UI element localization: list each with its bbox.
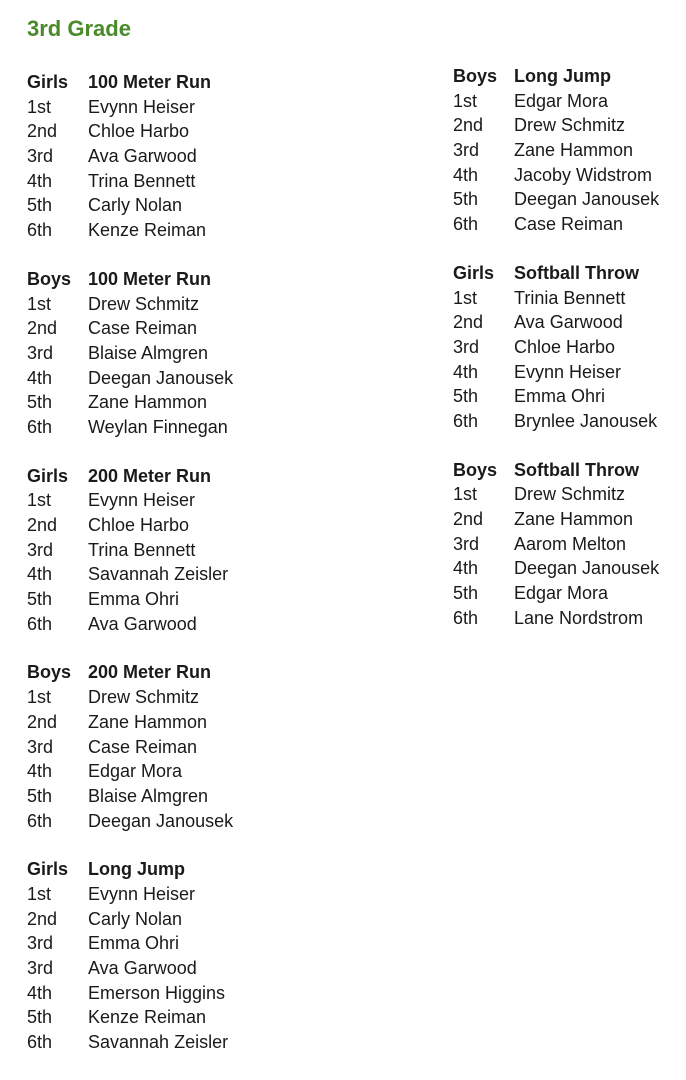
result-name: Ava Garwood [514, 312, 623, 333]
event-heading [453, 261, 659, 286]
event-group: Boys [27, 662, 72, 683]
result-name: Edgar Mora [88, 761, 183, 782]
event-block-girls-softball-throw [453, 261, 659, 434]
event-heading [27, 70, 233, 95]
result-row [453, 532, 659, 557]
result-row [27, 513, 233, 538]
result-place: 5th [27, 1007, 53, 1028]
result-name: Lane Nordstrom [514, 607, 644, 628]
page-title: 3rd Grade [27, 16, 131, 41]
result-name: Trina Bennett [88, 170, 196, 191]
event-block-boys-200-meter-run [27, 660, 233, 833]
result-place: 6th [453, 214, 479, 235]
event-name: 200 Meter Run [88, 465, 212, 486]
result-row [27, 882, 233, 907]
result-place: 3rd [453, 336, 480, 357]
result-name: Aarom Melton [514, 533, 627, 554]
result-place: 2nd [453, 312, 484, 333]
result-name: Emma Ohri [88, 933, 180, 954]
event-group: Boys [453, 66, 498, 86]
result-row [27, 316, 233, 341]
result-place: 2nd [27, 121, 58, 142]
result-row [27, 562, 233, 587]
event-name: Long Jump [514, 66, 611, 86]
result-place: 3rd [27, 958, 54, 978]
result-place: 1st [453, 90, 478, 111]
result-row [27, 119, 233, 144]
event-block-boys-100-meter-run [27, 267, 233, 440]
result-place: 4th [453, 558, 479, 579]
result-name: Zane Hammon [88, 392, 208, 413]
result-row [27, 587, 233, 612]
result-row [27, 907, 233, 932]
result-name: Chloe Harbo [88, 121, 190, 142]
result-place: 6th [453, 607, 479, 628]
result-row [27, 735, 233, 760]
result-place: 2nd [453, 115, 484, 136]
result-place: 5th [453, 189, 479, 210]
result-place: 3rd [27, 146, 54, 167]
result-name: Blaise Almgren [88, 342, 209, 363]
results-column-right [453, 64, 659, 654]
event-block-girls-long-jump [27, 857, 233, 1055]
result-place: 2nd [27, 515, 58, 535]
event-name: 200 Meter Run [88, 662, 212, 683]
result-name: Case Reiman [88, 318, 198, 339]
result-place: 4th [27, 564, 53, 585]
result-row [27, 1005, 233, 1030]
result-row [27, 809, 233, 834]
result-name: Weylan Finnegan [88, 416, 228, 437]
result-row [27, 759, 233, 784]
result-name: Zane Hammon [514, 140, 634, 161]
result-name: Carly Nolan [88, 908, 183, 929]
result-name: Emma Ohri [88, 589, 180, 610]
result-place: 4th [27, 982, 53, 1003]
result-row [27, 341, 233, 366]
result-name: Deegan Janousek [88, 810, 234, 831]
result-row [453, 606, 659, 631]
result-place: 2nd [453, 509, 484, 529]
result-name: Evynn Heiser [88, 490, 196, 511]
event-heading [27, 267, 233, 292]
result-name: Drew Schmitz [88, 687, 200, 708]
result-place: 3rd [27, 342, 54, 363]
result-row [453, 507, 659, 532]
result-row [453, 187, 659, 212]
result-place: 2nd [27, 711, 58, 732]
result-name: Chloe Harbo [88, 515, 190, 535]
result-name: Deegan Janousek [88, 367, 234, 388]
result-row [453, 113, 659, 138]
result-row [27, 415, 233, 440]
event-block-girls-100-meter-run [27, 70, 233, 243]
result-place: 3rd [27, 736, 54, 757]
result-row [27, 144, 233, 169]
result-name: Ava Garwood [88, 958, 197, 978]
result-name: Carly Nolan [88, 195, 183, 216]
result-place: 4th [453, 164, 479, 185]
result-row [453, 556, 659, 581]
result-place: 3rd [27, 933, 54, 954]
result-row [453, 286, 659, 311]
result-row [27, 956, 233, 981]
result-place: 1st [27, 293, 52, 314]
result-name: Drew Schmitz [88, 293, 200, 314]
result-row [27, 710, 233, 735]
result-place: 1st [27, 687, 52, 708]
result-row [27, 390, 233, 415]
event-heading [27, 660, 233, 685]
event-group: Girls [27, 72, 69, 92]
result-place: 1st [453, 287, 478, 308]
result-row [453, 163, 659, 188]
result-row [27, 366, 233, 391]
result-name: Blaise Almgren [88, 785, 209, 806]
result-row [27, 292, 233, 317]
result-row [27, 931, 233, 956]
event-group: Girls [453, 262, 495, 283]
result-name: Savannah Zeisler [88, 564, 229, 585]
event-name: 100 Meter Run [88, 72, 212, 92]
result-place: 1st [453, 484, 478, 505]
result-place: 5th [27, 589, 53, 610]
result-name: Drew Schmitz [514, 115, 626, 136]
event-heading [453, 458, 659, 483]
result-name: Trina Bennett [88, 539, 196, 560]
result-place: 6th [27, 810, 53, 831]
result-name: Evynn Heiser [88, 883, 196, 904]
result-place: 3rd [453, 533, 480, 554]
result-row [453, 409, 659, 434]
result-name: Chloe Harbo [514, 336, 616, 357]
result-name: Ava Garwood [88, 146, 197, 167]
result-place: 3rd [453, 140, 480, 161]
result-row [27, 612, 233, 637]
result-place: 1st [27, 883, 52, 904]
result-place: 6th [27, 220, 53, 241]
result-name: Edgar Mora [514, 90, 609, 111]
event-group: Boys [453, 459, 498, 480]
result-row [453, 310, 659, 335]
result-row [27, 685, 233, 710]
result-place: 2nd [27, 318, 58, 339]
result-row [453, 138, 659, 163]
event-group: Girls [27, 859, 69, 880]
event-heading [453, 64, 659, 89]
result-place: 5th [27, 195, 53, 216]
result-row [27, 95, 233, 120]
event-block-boys-softball-throw [453, 458, 659, 631]
event-group: Girls [27, 465, 69, 486]
result-name: Emerson Higgins [88, 982, 226, 1003]
result-place: 6th [453, 410, 479, 431]
result-row [453, 89, 659, 114]
result-row [453, 335, 659, 360]
event-name: Long Jump [88, 859, 185, 880]
result-name: Jacoby Widstrom [514, 164, 653, 185]
result-row [453, 482, 659, 507]
result-place: 6th [27, 1032, 53, 1053]
result-name: Emma Ohri [514, 386, 606, 407]
result-name: Trinia Bennett [514, 287, 626, 308]
event-heading [27, 464, 233, 489]
result-place: 5th [453, 386, 479, 407]
result-row [453, 384, 659, 409]
event-group: Boys [27, 268, 72, 289]
result-place: 5th [27, 785, 53, 806]
result-name: Drew Schmitz [514, 484, 626, 505]
result-row [27, 981, 233, 1006]
result-name: Kenze Reiman [88, 220, 207, 241]
result-name: Evynn Heiser [88, 96, 196, 117]
result-name: Ava Garwood [88, 613, 197, 634]
event-heading [27, 857, 233, 882]
result-row [27, 218, 233, 243]
result-row [453, 212, 659, 237]
event-name: 100 Meter Run [88, 268, 212, 289]
result-place: 4th [453, 361, 479, 382]
event-name: Softball Throw [514, 459, 639, 480]
result-name: Deegan Janousek [514, 558, 660, 579]
result-name: Kenze Reiman [88, 1007, 207, 1028]
result-place: 1st [27, 96, 52, 117]
result-place: 4th [27, 367, 53, 388]
result-row [27, 169, 233, 194]
result-name: Brynlee Janousek [514, 410, 658, 431]
result-name: Edgar Mora [514, 583, 609, 604]
result-row [27, 193, 233, 218]
result-name: Zane Hammon [88, 711, 208, 732]
result-row [27, 488, 233, 513]
result-place: 5th [453, 583, 479, 604]
result-row [453, 360, 659, 385]
result-place: 4th [27, 170, 53, 191]
result-name: Savannah Zeisler [88, 1032, 229, 1053]
result-row [27, 1030, 233, 1055]
result-place: 5th [27, 392, 53, 413]
result-row [453, 581, 659, 606]
result-name: Case Reiman [88, 736, 198, 757]
event-block-girls-200-meter-run [27, 464, 233, 637]
result-place: 6th [27, 613, 53, 634]
result-row [27, 784, 233, 809]
result-name: Evynn Heiser [514, 361, 622, 382]
result-place: 3rd [27, 539, 54, 560]
result-place: 2nd [27, 908, 58, 929]
event-block-boys-long-jump [453, 64, 659, 237]
result-place: 1st [27, 490, 52, 511]
results-column-left [27, 70, 233, 1079]
result-name: Zane Hammon [514, 509, 634, 529]
result-name: Deegan Janousek [514, 189, 660, 210]
result-name: Case Reiman [514, 214, 624, 235]
result-place: 4th [27, 761, 53, 782]
result-row [27, 538, 233, 563]
event-name: Softball Throw [514, 262, 639, 283]
result-place: 6th [27, 416, 53, 437]
